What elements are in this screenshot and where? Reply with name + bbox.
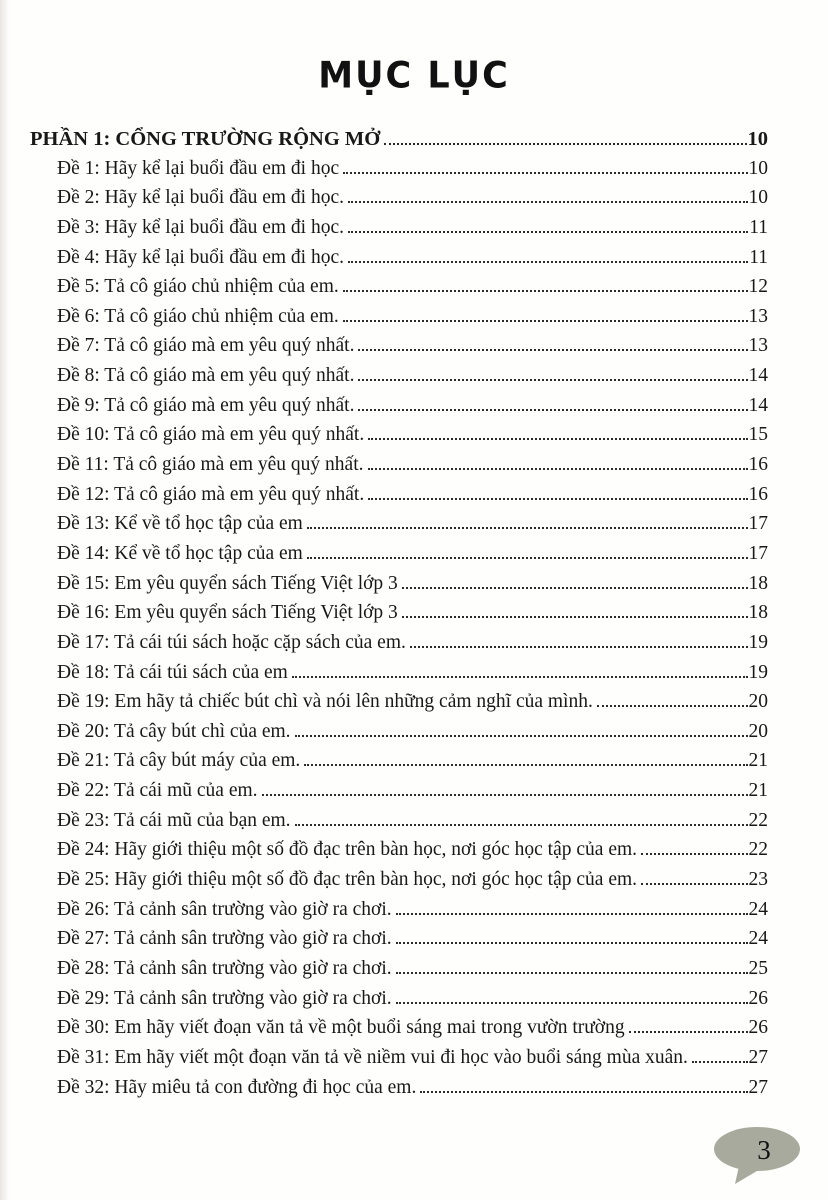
dot-leader — [348, 201, 747, 203]
toc-entry-page-number: 21 — [748, 780, 768, 802]
toc-entry-row — [30, 543, 768, 573]
toc-entry-page-number: 14 — [748, 394, 768, 416]
toc-entry-page-number: 12 — [748, 276, 768, 298]
toc-entry-page-number: 26 — [748, 987, 768, 1009]
dot-leader — [410, 646, 748, 648]
dot-leader — [396, 1002, 748, 1004]
toc-entry-page-number: 18 — [748, 572, 768, 594]
toc-entry-row — [30, 573, 768, 603]
toc-entry-page-number: 23 — [748, 869, 768, 891]
toc-entry-page-number: 22 — [748, 839, 768, 861]
toc-entry-page-number: 24 — [748, 898, 768, 920]
toc-entry-label: Đề 22: Tả cái mũ của em. — [57, 780, 258, 802]
toc-entry-label: Đề 12: Tả cô giáo mà em yêu quý nhất. — [57, 483, 365, 505]
toc-entry-page-number: 22 — [748, 809, 768, 831]
dot-leader — [420, 1091, 747, 1093]
toc-entry-label: Đề 31: Em hãy viết một đoạn văn tả về niềm vui đi học vào buổi sáng mùa xuân. — [57, 1046, 688, 1068]
toc-entry-row — [30, 1017, 768, 1047]
dot-leader — [396, 942, 748, 944]
toc-entry-page-number: 27 — [748, 1076, 768, 1098]
page-number-bubble — [712, 1126, 804, 1190]
toc-entry-row — [30, 158, 768, 188]
toc-entry-label: Đề 23: Tả cái mũ của bạn em. — [57, 809, 291, 831]
toc-entry-row — [30, 899, 768, 929]
dot-leader — [384, 143, 746, 145]
toc-entry-row — [30, 335, 768, 365]
toc-entry-row — [30, 454, 768, 484]
toc-entry-label: Đề 17: Tả cái túi sách hoặc cặp sách của em. — [57, 631, 406, 653]
toc-entry-row — [30, 1077, 768, 1107]
dot-leader — [292, 676, 748, 678]
toc-section-page-number: 10 — [747, 128, 768, 150]
toc-list — [30, 158, 768, 1107]
toc-entry-row — [30, 869, 768, 899]
toc-entry-page-number: 20 — [748, 691, 768, 713]
toc-entry-page-number: 17 — [748, 513, 768, 535]
toc-entry-page-number: 10 — [748, 157, 768, 179]
dot-leader — [295, 735, 748, 737]
toc-entry-page-number: 20 — [748, 720, 768, 742]
dot-leader — [343, 172, 747, 174]
toc-entry-row — [30, 839, 768, 869]
dot-leader — [343, 320, 748, 322]
toc-entry-row — [30, 602, 768, 632]
toc-entry-label: Đề 15: Em yêu quyển sách Tiếng Việt lớp 3 — [57, 572, 398, 594]
toc-entry-label: Đề 18: Tả cái túi sách của em — [57, 661, 288, 683]
toc-entry-page-number: 25 — [748, 957, 768, 979]
toc-entry-label: Đề 20: Tả cây bút chì của em. — [57, 720, 291, 742]
toc-entry-row — [30, 187, 768, 217]
toc-entry-label: Đề 4: Hãy kể lại buổi đầu em đi học. — [57, 246, 345, 268]
toc-entry-page-number: 19 — [748, 661, 768, 683]
toc-entry-page-number: 18 — [748, 602, 768, 624]
toc-entry-row — [30, 750, 768, 780]
toc-entry-row — [30, 958, 768, 988]
page-title: MỤC LỤC — [318, 55, 510, 97]
dot-leader — [641, 883, 747, 885]
toc-entry-label: Đề 9: Tả cô giáo mà em yêu quý nhất. — [57, 394, 355, 416]
toc-entry-label: Đề 16: Em yêu quyển sách Tiếng Việt lớp 3 — [57, 602, 398, 624]
dot-leader — [348, 231, 748, 233]
dot-leader — [396, 972, 748, 974]
toc-entry-page-number: 10 — [748, 187, 768, 209]
toc-entry-page-number: 16 — [748, 454, 768, 476]
toc-entry-page-number: 26 — [748, 1017, 768, 1039]
toc-entry-label: Đề 32: Hãy miêu tả con đường đi học của em. — [57, 1076, 417, 1098]
dot-leader — [641, 853, 747, 855]
dot-leader — [629, 1031, 748, 1033]
toc-entry-row — [30, 484, 768, 514]
toc-entry-row — [30, 632, 768, 662]
toc-entry-label: Đề 6: Tả cô giáo chủ nhiệm của em. — [57, 305, 339, 327]
toc-entry-label: Đề 21: Tả cây bút máy của em. — [57, 750, 301, 772]
toc-entry-label: Đề 10: Tả cô giáo mà em yêu quý nhất. — [57, 424, 365, 446]
toc-entry-label: Đề 7: Tả cô giáo mà em yêu quý nhất. — [57, 335, 355, 357]
toc-entry-label: Đề 2: Hãy kể lại buổi đầu em đi học. — [57, 187, 345, 209]
dot-leader — [343, 290, 748, 292]
toc-entry-row — [30, 928, 768, 958]
toc-entry-page-number: 24 — [748, 928, 768, 950]
dot-leader — [307, 557, 748, 559]
toc-entry-label: Đề 13: Kể về tổ học tập của em — [57, 513, 303, 535]
toc-entry-row — [30, 395, 768, 425]
toc-entry-row — [30, 247, 768, 277]
toc-entry-page-number: 11 — [749, 246, 768, 268]
dot-leader — [358, 409, 747, 411]
toc-entry-page-number: 17 — [748, 542, 768, 564]
toc-entry-row — [30, 662, 768, 692]
toc-entry-label: Đề 30: Em hãy viết đoạn văn tả về một buổi sáng mai trong vườn trường — [57, 1017, 625, 1039]
toc-entry-label: Đề 26: Tả cảnh sân trường vào giờ ra chơi. — [57, 898, 392, 920]
toc-section-label: PHẦN 1: CỔNG TRƯỜNG RỘNG MỞ — [30, 128, 381, 150]
toc-entry-row — [30, 513, 768, 543]
toc-entry-page-number: 13 — [748, 305, 768, 327]
toc-entry-row — [30, 780, 768, 810]
dot-leader — [402, 587, 748, 589]
dot-leader — [304, 764, 747, 766]
toc-entry-label: Đề 8: Tả cô giáo mà em yêu quý nhất. — [57, 365, 355, 387]
toc-entry-row — [30, 365, 768, 395]
toc-entry-page-number: 15 — [748, 424, 768, 446]
toc-entry-label: Đề 3: Hãy kể lại buổi đầu em đi học. — [57, 216, 345, 238]
dot-leader — [692, 1061, 748, 1063]
dot-leader — [358, 349, 747, 351]
dot-leader — [368, 438, 747, 440]
toc-entry-row — [30, 721, 768, 751]
toc-entry-row — [30, 424, 768, 454]
toc-entry-row — [30, 217, 768, 247]
toc-entry-page-number: 16 — [748, 483, 768, 505]
toc-entry-label: Đề 24: Hãy giới thiệu một số đồ đạc trên bàn học, nơi góc học tập của em. — [57, 839, 638, 861]
dot-leader — [307, 527, 748, 529]
toc-entry-page-number: 13 — [748, 335, 768, 357]
table-of-contents — [30, 128, 768, 1106]
toc-entry-label: Đề 19: Em hãy tả chiếc bút chì và nói lên những cảm nghĩ của mình. — [57, 691, 593, 713]
dot-leader — [368, 498, 747, 500]
bubble-tail — [735, 1166, 762, 1184]
page-number: 3 — [757, 1135, 771, 1165]
dot-leader — [368, 468, 748, 470]
toc-entry-row — [30, 988, 768, 1018]
toc-entry-page-number: 14 — [748, 365, 768, 387]
toc-entry-label: Đề 11: Tả cô giáo mà em yêu quý nhất. — [57, 454, 364, 476]
toc-entry-row — [30, 1047, 768, 1077]
dot-leader — [295, 824, 748, 826]
dot-leader — [597, 705, 748, 707]
toc-entry-row — [30, 276, 768, 306]
toc-entry-label: Đề 1: Hãy kể lại buổi đầu em đi học — [57, 157, 340, 179]
toc-entry-row — [30, 691, 768, 721]
toc-entry-label: Đề 14: Kể về tổ học tập của em — [57, 542, 303, 564]
dot-leader — [358, 379, 747, 381]
dot-leader — [402, 616, 748, 618]
toc-entry-label: Đề 28: Tả cảnh sân trường vào giờ ra chơi. — [57, 957, 392, 979]
toc-entry-page-number: 27 — [748, 1046, 768, 1068]
dot-leader — [262, 794, 748, 796]
toc-entry-page-number: 11 — [749, 216, 768, 238]
toc-entry-label: Đề 29: Tả cảnh sân trường vào giờ ra chơi. — [57, 987, 392, 1009]
toc-entry-row — [30, 306, 768, 336]
scan-edge-shadow — [0, 0, 9, 1200]
dot-leader — [348, 261, 748, 263]
toc-entry-page-number: 21 — [748, 750, 768, 772]
toc-section-row — [30, 128, 768, 158]
toc-entry-label: Đề 5: Tả cô giáo chủ nhiệm của em. — [57, 276, 339, 298]
dot-leader — [396, 913, 748, 915]
toc-entry-label: Đề 25: Hãy giới thiệu một số đồ đạc trên bàn học, nơi góc học tập của em. — [57, 869, 638, 891]
toc-entry-label: Đề 27: Tả cảnh sân trường vào giờ ra chơi. — [57, 928, 392, 950]
toc-entry-page-number: 19 — [748, 631, 768, 653]
toc-entry-row — [30, 810, 768, 840]
